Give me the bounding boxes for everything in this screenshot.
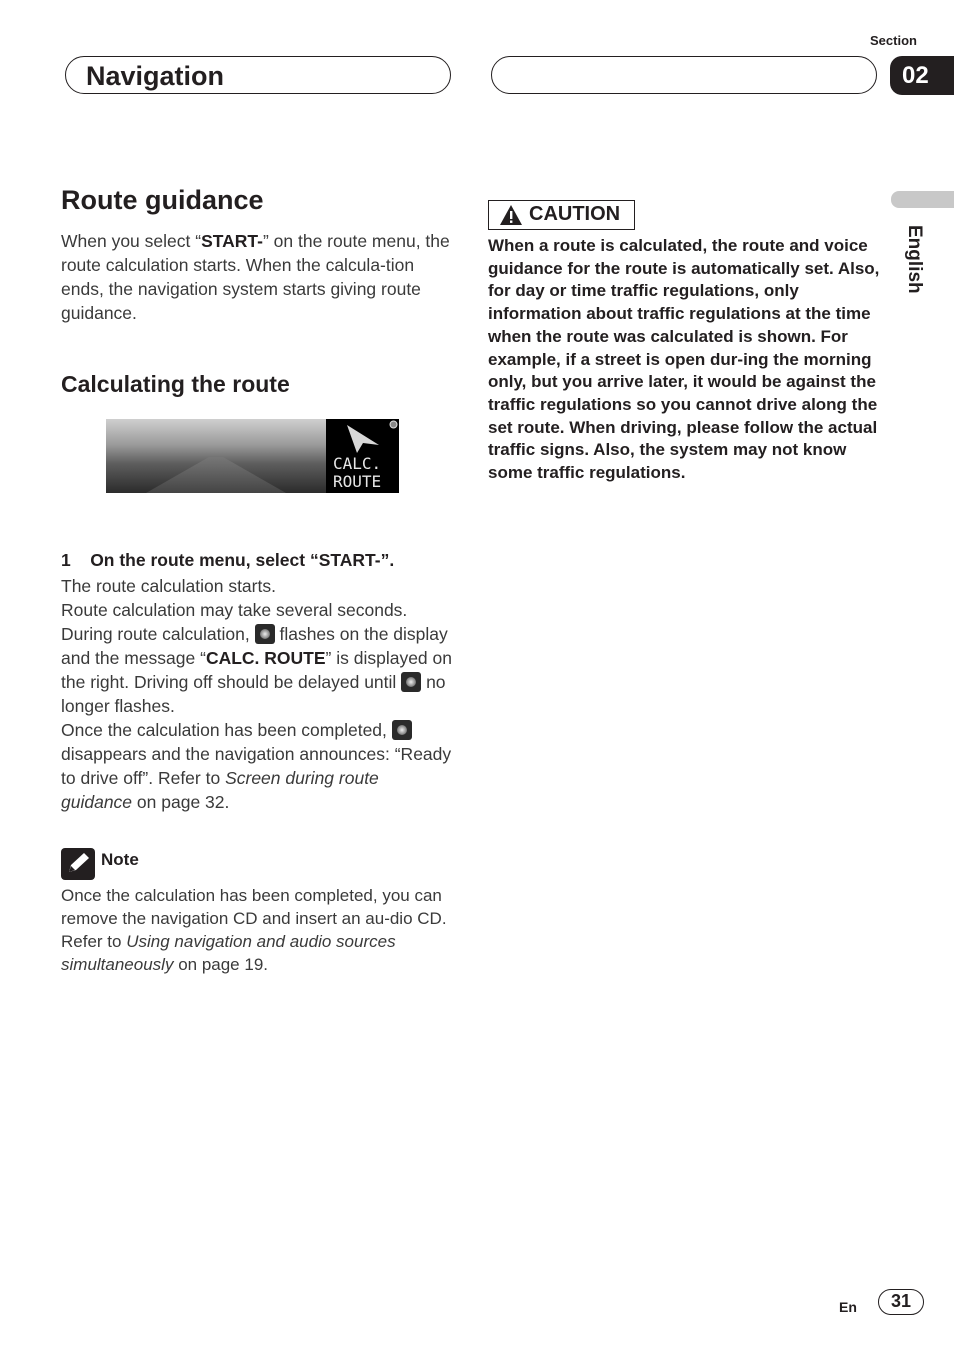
calc-progress-icon [392, 720, 412, 740]
route-guidance-intro: When you select “START-” on the route menu, the route calculation starts. When the calcula-tion ends, the navigation system starts giving route guidance. [61, 231, 450, 323]
page-number: 31 [878, 1289, 924, 1315]
calc-route-display-text: CALC. ROUTE [333, 454, 382, 491]
section-number: 02 [890, 56, 954, 95]
note-body: Once the calculation has been completed, you can remove the navigation CD and insert an au-dio CD. Refer to Using navigation and audio sources simultaneously on page 19. [61, 886, 447, 974]
chapter-title: Navigation [86, 61, 225, 91]
calc-indicator-icon [389, 420, 398, 429]
step-1-body: The route calculation starts. Route calculation may take several seconds. During route calculation, flashes on the display and the message “CALC. ROUTE” is displayed on the right. Driving off should be delayed until no longer flashes. Once the calculation has been completed, disappears and the navigation announces: “Ready to drive off”. Refer to Screen during route guidance on page 32. [61, 576, 452, 812]
caution-label: CAUTION [529, 203, 621, 225]
header-empty-pill [491, 56, 877, 94]
navigation-arrow-icon [343, 423, 383, 455]
warning-triangle-icon [499, 204, 523, 226]
calc-progress-icon [255, 624, 275, 644]
footer-language-code: En [839, 1299, 857, 1315]
calc-progress-icon [401, 672, 421, 692]
note-label: Note [101, 850, 139, 869]
caution-body: When a route is calculated, the route and voice guidance for the route is automatically set. Also, for day or time traffic regulations, only information about traffic regulations at the time when the route was calculated is shown. For example, if a street is open dur-ing the morning only, but you arrive later, it would be against the traffic regulations so you cannot drive along the set route. When driving, please follow the actual traffic signs. Also, the system may not know some traffic regulations. [488, 236, 880, 483]
note-pencil-icon [61, 848, 95, 880]
step-1-title: 1 On the route menu, select “START-”. [61, 550, 395, 570]
chapter-header [65, 56, 451, 94]
display-screenshot [106, 419, 399, 493]
caution-label-box [488, 200, 635, 230]
calculating-heading: Calculating the route [61, 371, 290, 397]
section-label: Section [870, 33, 917, 48]
language-tab-marker [891, 191, 954, 208]
language-tab-label: English [904, 225, 925, 294]
route-guidance-heading: Route guidance [61, 185, 264, 215]
